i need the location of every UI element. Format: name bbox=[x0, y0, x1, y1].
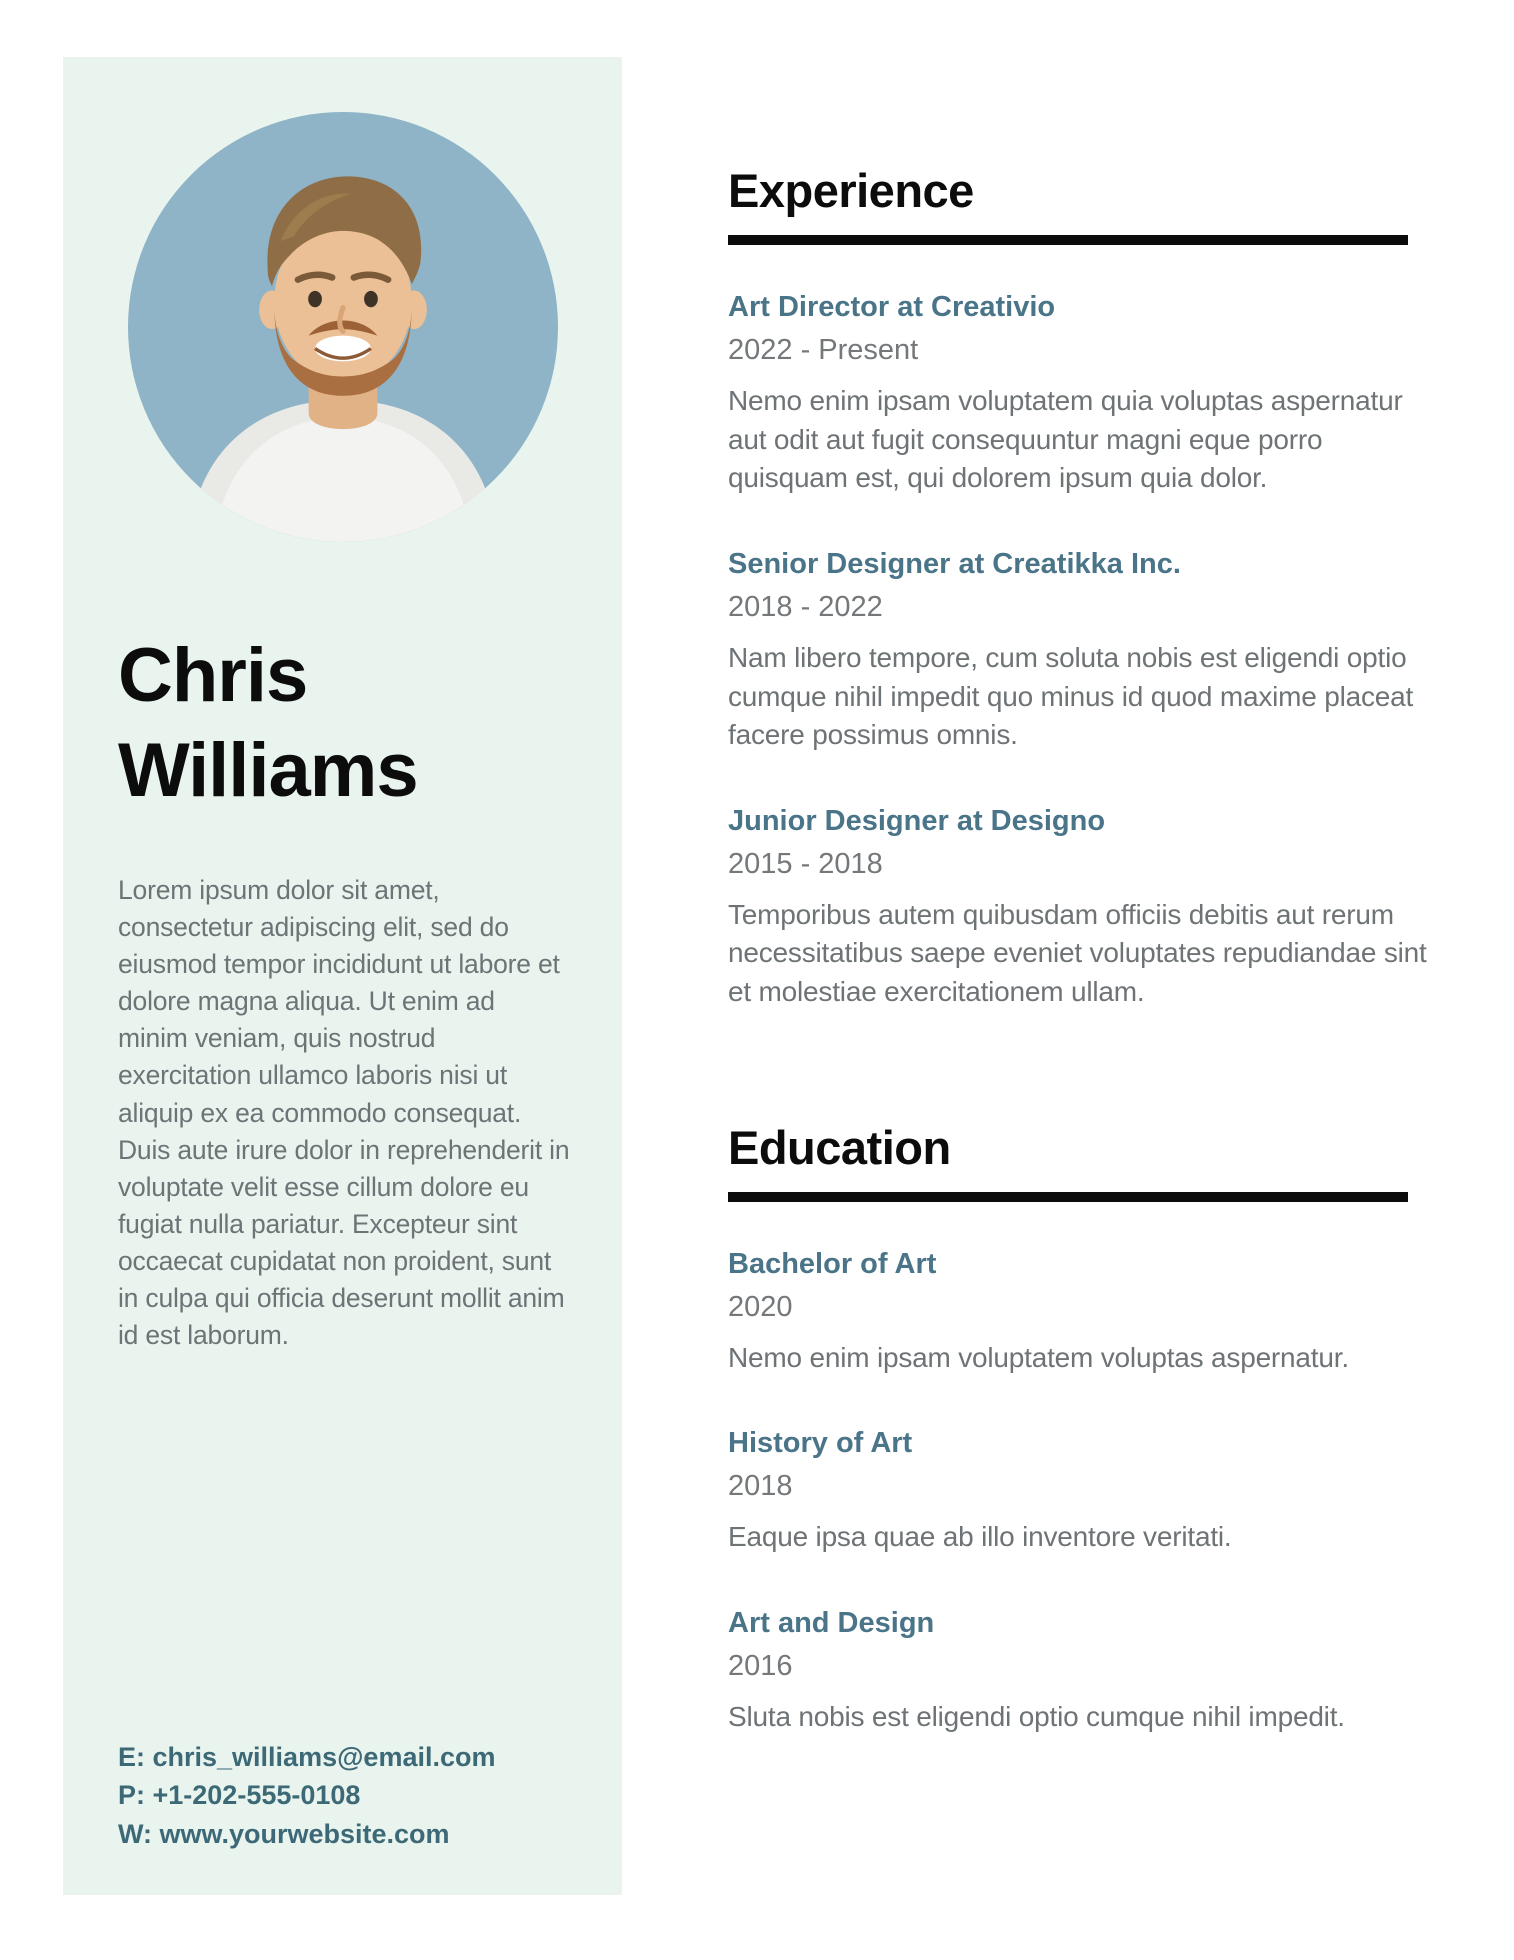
degree-description: Eaque ipsa quae ab illo inventore veritati. bbox=[728, 1521, 1232, 1553]
degree-dates: 2016 bbox=[728, 1649, 793, 1682]
job-dates: 2022 - Present bbox=[728, 334, 919, 366]
job-dates: 2015 - 2018 bbox=[728, 847, 883, 880]
education-entry bbox=[728, 1607, 1428, 1737]
profile-photo bbox=[128, 112, 558, 542]
experience-entry bbox=[728, 548, 1428, 755]
contact-block bbox=[118, 1738, 496, 1853]
resume-sidebar bbox=[63, 57, 622, 1895]
experience-entry bbox=[728, 291, 1428, 498]
bio-paragraph: Lorem ipsum dolor sit amet, consectetur adipiscing elit, sed do eiusmod tempor incididunt ut labore et dolore magna aliqua. Ut enim ad minim veniam, quis nostrud exercitation ullamco laboris nisi ut aliquip ex ea commodo consequat. Duis aute irure dolor in reprehenderit in voluptate velit esse cillum dolore eu fugiat nulla pariatur. Excepteur sint occaecat cupidatat non proident, sunt in culpa qui officia deserunt mollit anim id est laborum. bbox=[118, 875, 570, 1351]
degree-description: Sluta nobis est eligendi optio cumque nihil impedit. bbox=[728, 1700, 1345, 1732]
job-description: Nam libero tempore, cum soluta nobis est eligendi optio cumque nihil impedit quo minus id quod maxime placeat facere possimus omnis. bbox=[728, 641, 1414, 751]
contact-website: W: www.yourwebsite.com bbox=[118, 1818, 450, 1849]
education-entry bbox=[728, 1427, 1428, 1557]
person-first-name: Chris bbox=[118, 633, 308, 718]
resume-main-column bbox=[728, 163, 1428, 1787]
education-heading: Education bbox=[728, 1120, 951, 1174]
contact-phone: P: +1-202-555-0108 bbox=[118, 1780, 361, 1811]
education-entry bbox=[728, 1248, 1428, 1378]
degree-dates: 2020 bbox=[728, 1290, 793, 1323]
degree-title: History of Art bbox=[728, 1427, 913, 1460]
education-divider bbox=[728, 1192, 1408, 1202]
job-title: Junior Designer at Designo bbox=[728, 804, 1106, 837]
degree-title: Art and Design bbox=[728, 1606, 935, 1639]
degree-description: Nemo enim ipsam voluptatem voluptas aspernatur. bbox=[728, 1341, 1349, 1373]
job-title: Senior Designer at Creatikka Inc. bbox=[728, 547, 1181, 580]
contact-email: E: chris_williams@email.com bbox=[118, 1742, 496, 1773]
education-section bbox=[728, 1120, 1428, 1737]
degree-title: Bachelor of Art bbox=[728, 1247, 937, 1280]
person-name bbox=[118, 628, 582, 818]
job-dates: 2018 - 2022 bbox=[728, 590, 883, 623]
job-description: Temporibus autem quibusdam officiis debitis aut rerum necessitatibus saepe eveniet voluptates repudiandae sint et molestiae exercitationem ullam. bbox=[728, 898, 1427, 1007]
degree-dates: 2018 bbox=[728, 1470, 793, 1503]
experience-section bbox=[728, 163, 1428, 1012]
person-last-name: Williams bbox=[118, 728, 418, 813]
experience-entry bbox=[728, 805, 1428, 1012]
job-title: Art Director at Creativio bbox=[728, 291, 1056, 323]
experience-divider bbox=[728, 235, 1408, 245]
job-description: Nemo enim ipsam voluptatem quia voluptas aspernatur aut odit aut fugit consequuntur magni eque porro quisquam est, qui dolorem ipsum quia dolor. bbox=[728, 385, 1403, 494]
profile-photo-illustration bbox=[128, 112, 558, 542]
experience-heading: Experience bbox=[728, 164, 974, 217]
